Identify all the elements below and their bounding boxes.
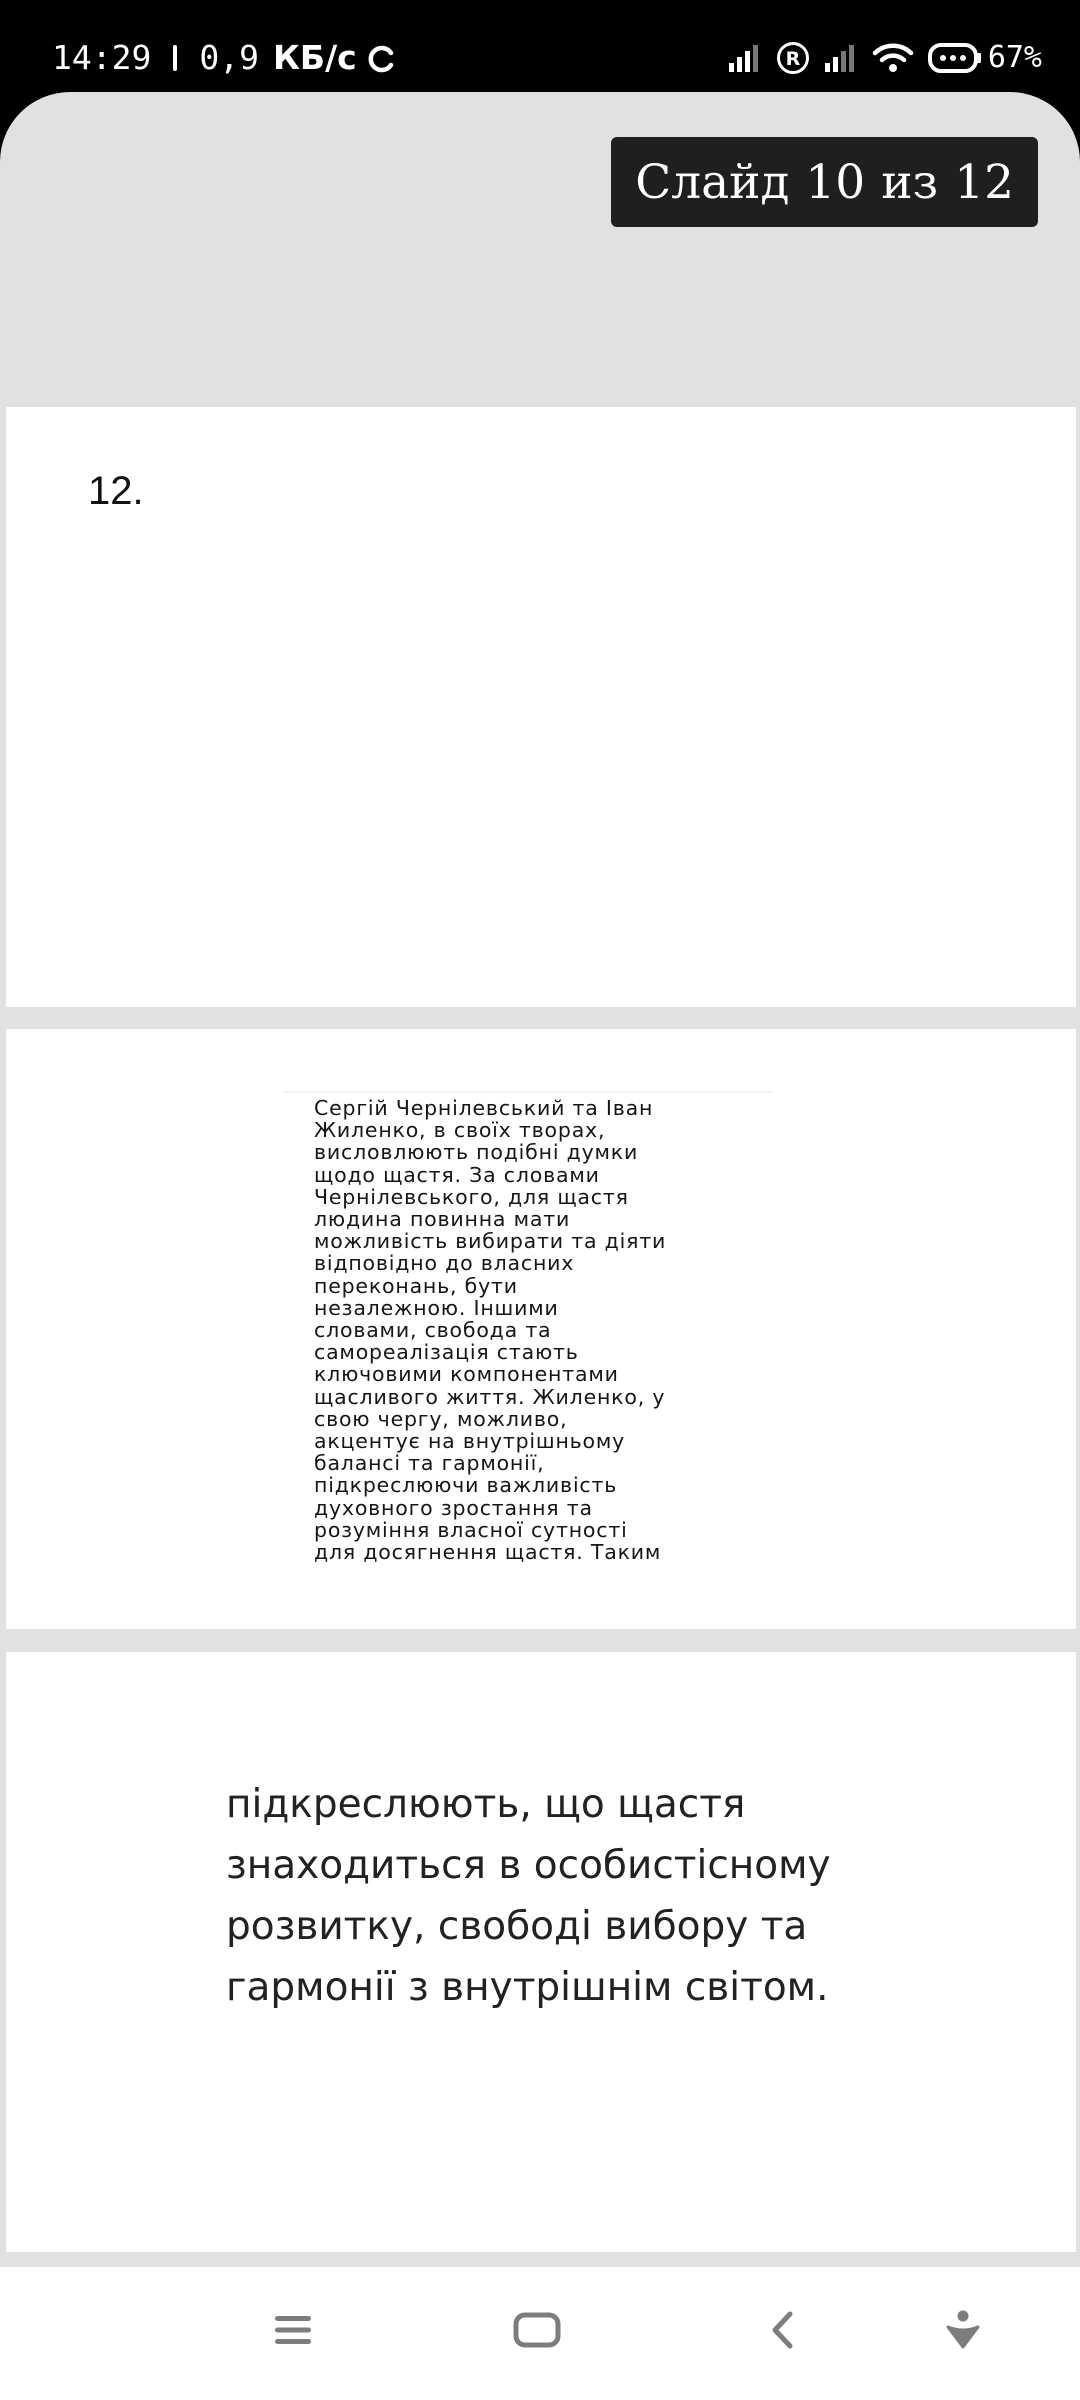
signal-icon [824,43,858,73]
signal-icon [728,43,762,73]
wifi-icon [872,42,914,74]
slide-counter-prefix: Слайд [635,154,790,210]
network-speed-unit: КБ/с [272,38,357,77]
slide-counter-total: 12 [954,154,1014,210]
slide-text: 12. [88,469,144,513]
back-icon [768,2310,796,2355]
status-left [52,38,397,77]
home-button[interactable] [502,2297,572,2367]
presentation-viewer[interactable] [0,92,1080,2267]
assistant-icon [945,2309,981,2356]
status-time: 14:29 [52,38,152,77]
status-right [714,40,1042,75]
sync-icon [367,43,397,73]
status-bar [0,0,1080,92]
slide-thumbnail[interactable] [6,407,1076,1007]
navigation-bar [0,2267,1080,2400]
battery-percentage: 67% [987,40,1042,75]
assistant-button[interactable] [928,2297,998,2367]
roaming-icon [776,41,810,75]
slide-counter-separator: из [881,154,939,210]
battery-icon [928,42,982,74]
status-separator [173,45,177,71]
network-speed-value: 0,9 [199,38,259,77]
back-button[interactable] [747,2297,817,2367]
slide-counter-current: 10 [805,154,866,210]
slide-counter [611,137,1038,227]
home-icon [513,2312,561,2353]
menu-button[interactable] [258,2297,328,2367]
menu-icon [273,2313,313,2352]
scanned-text-image: Сергій Чернілевський та Іван Жиленко, в своїх творах, висловлюють подібні думки щодо щастя. За словами Чернілевського, для щастя людина повинна мати можливість вибирати та діяти відповідно до власних переконань, бути незалежною. Іншими словами, свобода та самореалізація стають ключовими компонентами щасливого життя. Жиленко, у свою чергу, можливо, акцентує на внутрішньому балансі та гармонії, підкреслюючи важливість духовного зростання та розуміння власної сутності для досягнення щастя. Таким [284,1091,772,1571]
slide-text: підкреслюють, що щастя знаходиться в особистісному розвитку, свободі вибору та гармонії з внутрішнім світом. [226,1782,831,2010]
slide-thumbnail[interactable] [6,1029,1076,1629]
svg-text:R: R [785,47,801,70]
slide-thumbnail[interactable] [6,1652,1076,2252]
